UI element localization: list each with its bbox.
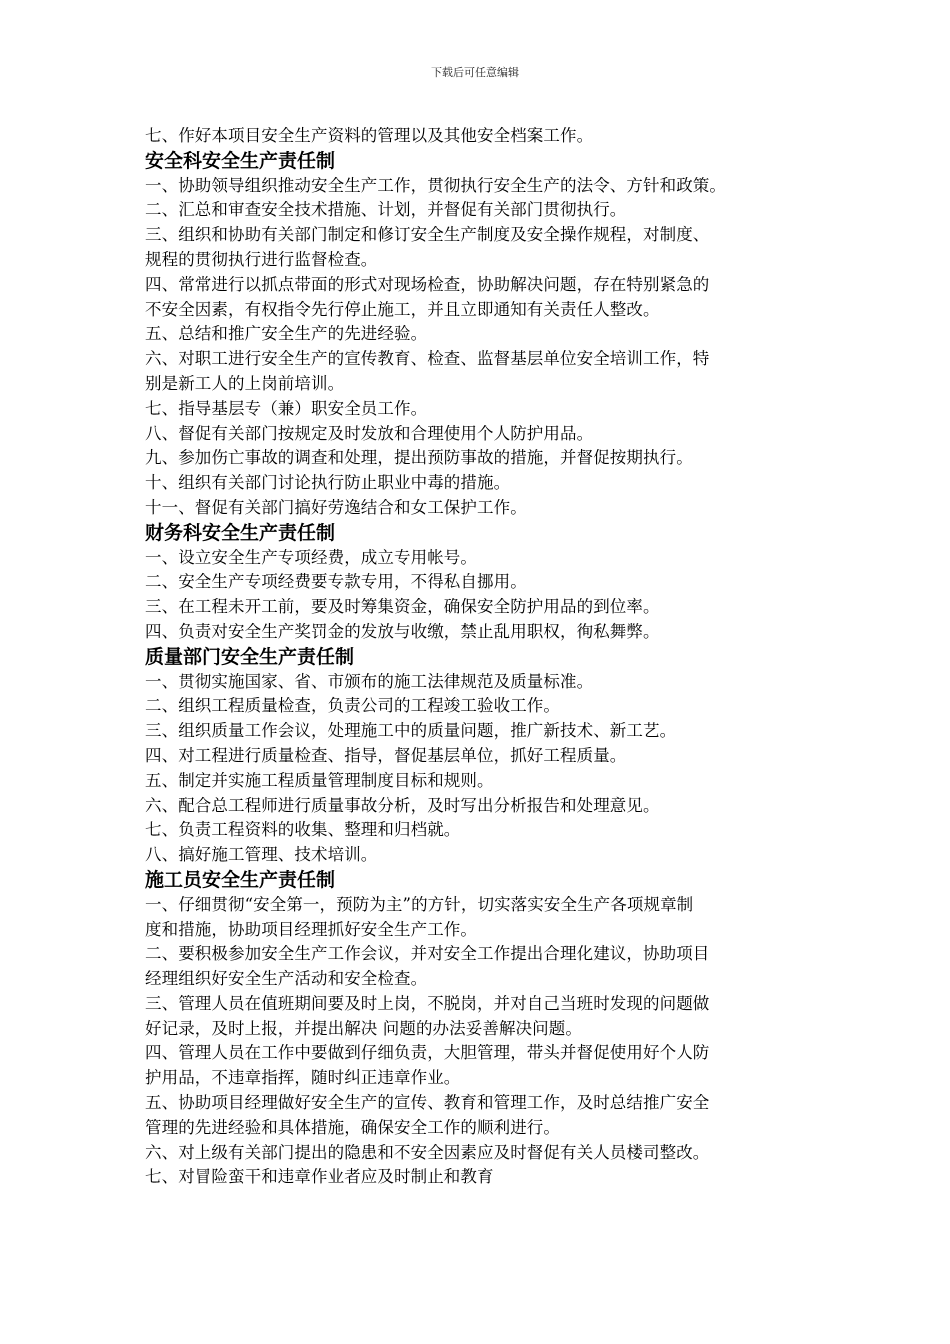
paragraph-line: 十、组织有关部门讨论执行防止职业中毒的措施。 xyxy=(145,473,511,493)
paragraph-line: 八、搞好施工管理、技术培训。 xyxy=(145,845,378,865)
paragraph-line: 二、安全生产专项经费要专款专用，不得私自挪用。 xyxy=(145,572,527,592)
paragraph-line: 十一、督促有关部门搞好劳逸结合和女工保护工作。 xyxy=(145,497,527,517)
paragraph-line: 一、设立安全生产专项经费，成立专用帐号。 xyxy=(145,547,477,567)
section-heading: 施工员安全生产责任制 xyxy=(145,868,336,891)
paragraph-line: 六、配合总工程师进行质量事故分析，及时写出分析报告和处理意见。 xyxy=(145,795,660,815)
paragraph-line: 三、组织和协助有关部门制定和修订安全生产制度及安全操作规程，对制度、 xyxy=(145,225,710,245)
paragraph-line: 三、在工程未开工前，要及时筹集资金，确保安全防护用品的到位率。 xyxy=(145,597,660,617)
paragraph-line: 七、作好本项目安全生产资料的管理以及其他安全档案工作。 xyxy=(145,126,594,145)
document-body xyxy=(145,124,810,1190)
paragraph-line: 一、协助领导组织推动安全生产工作，贯彻执行安全生产的法令、方针和政策。 xyxy=(145,175,726,195)
paragraph-line: 二、组织工程质量检查，负责公司的工程竣工验收工作。 xyxy=(145,696,560,716)
paragraph-line: 八、督促有关部门按规定及时发放和合理使用个人防护用品。 xyxy=(145,423,594,443)
paragraph-line: 四、对工程进行质量检查、指导，督促基层单位，抓好工程质量。 xyxy=(145,745,627,765)
paragraph-line: 护用品，不违章指挥，随时纠正违章作业。 xyxy=(145,1068,461,1088)
paragraph-line: 四、负责对安全生产奖罚金的发放与收缴，禁止乱用职权，徇私舞弊。 xyxy=(145,621,660,641)
paragraph-line: 二、要积极参加安全生产工作会议，并对安全工作提出合理化建议，协助项目 xyxy=(145,944,710,964)
paragraph-line: 一、贯彻实施国家、省、市颁布的施工法律规范及质量标准。 xyxy=(145,671,594,691)
paragraph-line: 度和措施，协助项目经理抓好安全生产工作。 xyxy=(145,919,477,939)
paragraph-line: 一、仔细贯彻“安全第一，预防为主”的方针，切实落实安全生产各项规章制 xyxy=(145,894,694,914)
paragraph-line: 四、管理人员在工作中要做到仔细负责，大胆管理，带头并督促使用好个人防 xyxy=(145,1043,710,1063)
paragraph-line: 五、协助项目经理做好安全生产的宣传、教育和管理工作，及时总结推广安全 xyxy=(145,1093,710,1113)
paragraph-line: 经理组织好安全生产活动和安全检查。 xyxy=(145,969,428,989)
section-heading: 安全科安全生产责任制 xyxy=(145,149,336,172)
paragraph-line: 好记录，及时上报，并提出解决 问题的办法妥善解决问题。 xyxy=(145,1018,582,1038)
paragraph-line: 规程的贯彻执行进行监督检查。 xyxy=(145,249,378,269)
section-heading: 质量部门安全生产责任制 xyxy=(145,645,355,668)
paragraph-line: 五、制定并实施工程质量管理制度目标和规则。 xyxy=(145,770,494,790)
section-heading: 财务科安全生产责任制 xyxy=(145,521,336,544)
paragraph-line: 七、负责工程资料的收集、整理和归档就。 xyxy=(145,820,461,840)
paragraph-line: 七、对冒险蛮干和违章作业者应及时制止和教育 xyxy=(145,1167,494,1187)
paragraph-line: 九、参加伤亡事故的调查和处理，提出预防事故的措施，并督促按期执行。 xyxy=(145,448,693,468)
paragraph-line: 六、对上级有关部门提出的隐患和不安全因素应及时督促有关人员楼司整改。 xyxy=(145,1142,710,1162)
paragraph-line: 六、对职工进行安全生产的宣传教育、检查、监督基层单位安全培训工作，特 xyxy=(145,349,710,369)
paragraph-line: 四、常常进行以抓点带面的形式对现场检查，协助解决问题，存在特别紧急的 xyxy=(145,274,710,294)
paragraph-line: 三、管理人员在值班期间要及时上岗，不脱岗，并对自己当班时发现的问题做 xyxy=(145,993,710,1013)
paragraph-line: 别是新工人的上岗前培训。 xyxy=(145,373,345,393)
paragraph-line: 二、汇总和审查安全技术措施、计划，并督促有关部门贯彻执行。 xyxy=(145,200,627,220)
paragraph-line: 五、总结和推广安全生产的先进经验。 xyxy=(145,324,428,344)
paragraph-line: 七、指导基层专（兼）职安全员工作。 xyxy=(145,398,428,418)
page-header: 下载后可任意编辑 xyxy=(431,66,519,79)
paragraph-line: 三、组织质量工作会议，处理施工中的质量问题，推广新技术、新工艺。 xyxy=(145,721,677,741)
paragraph-line: 不安全因素，有权指令先行停止施工，并且立即通知有关责任人整改。 xyxy=(145,299,660,319)
paragraph-line: 管理的先进经验和具体措施，确保安全工作的顺利进行。 xyxy=(145,1117,560,1137)
